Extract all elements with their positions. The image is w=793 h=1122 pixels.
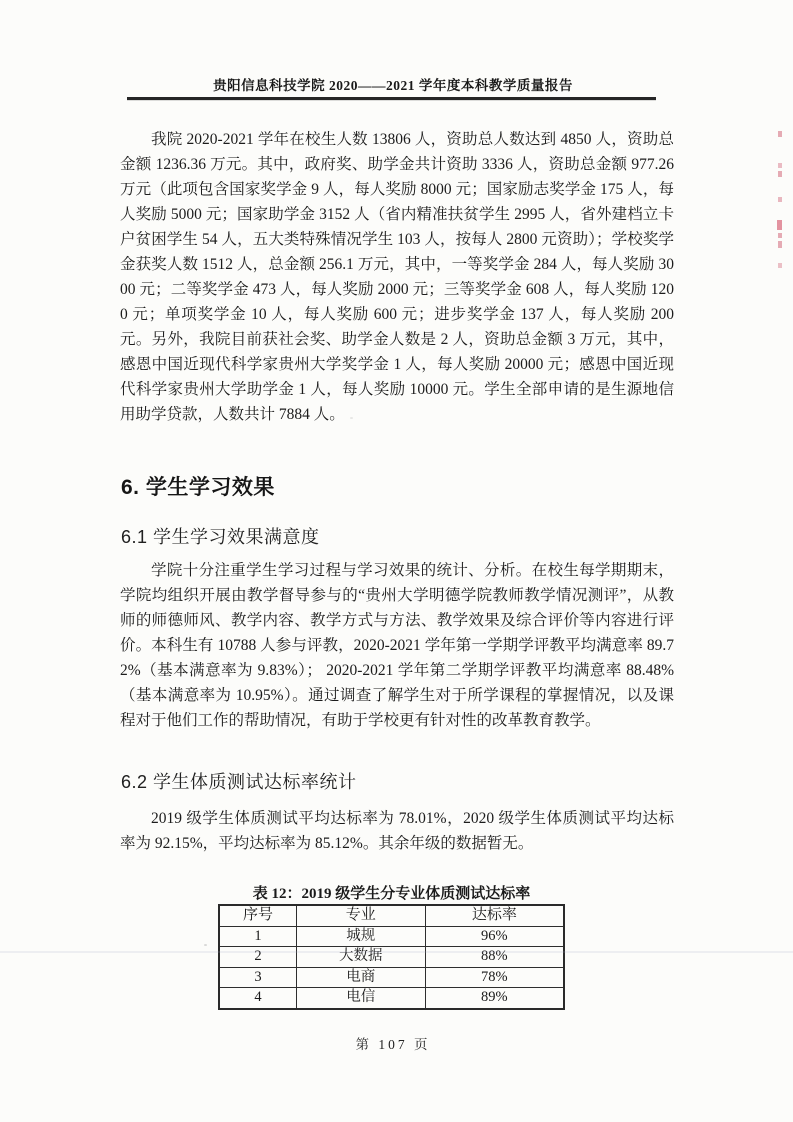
scan-red-mark xyxy=(777,220,782,230)
table-cell: 2 xyxy=(219,947,296,968)
column-header-index: 序号 xyxy=(219,905,296,926)
fitness-rate-paragraph: 2019 级学生体质测试平均达标率为 78.01%，2020 级学生体质测试平均达标率为 92.15%，平均达标率为 85.12%。其余年级的数据暂无。 xyxy=(120,810,674,852)
column-header-major: 专业 xyxy=(296,905,425,926)
table-cell: 89% xyxy=(425,988,564,1009)
table-cell: 3 xyxy=(219,967,296,988)
table-header-row xyxy=(219,905,564,926)
section-6-1-heading: 6.1 学生学习效果满意度 xyxy=(121,527,320,547)
page-footer xyxy=(0,1033,786,1053)
fitness-test-table xyxy=(218,904,565,1010)
header-rule xyxy=(127,97,656,100)
scan-red-mark xyxy=(778,171,782,177)
table-cell: 96% xyxy=(425,926,564,947)
table-body xyxy=(219,926,564,1009)
table-12-caption: 表 12：2019 级学生分专业体质测试达标率 xyxy=(252,886,531,902)
scan-red-mark xyxy=(778,131,782,137)
scan-red-mark xyxy=(778,197,782,202)
column-header-pass-rate: 达标率 xyxy=(425,905,564,926)
teaching-evaluation-paragraph: 学院十分注重学生学习过程与学习效果的统计、分析。在校生每学期期末，学院均组织开展由教学督导参与的“贵州大学明德学院教师教学情况测评”，从教师的师德师风、教学内容、教学方式与方法、教学效果及综合评价等内容进行评价。本科生有 10788 人参与评教，2020-2021 学年第一学期学评教平均满意率 89.72%（基本满意率为 9.83%）； 2020-2021 学年第二学期学评教平均满意率 88.48%（基本满意率为 10.95%）。通过调查了解学生对于所学课程的掌握情况，以及课程对于他们工作的帮助情况，有助于学校更有针对性的改革教育教学。 xyxy=(120,562,674,729)
table-cell: 城规 xyxy=(296,926,425,947)
scan-red-mark xyxy=(778,163,782,168)
scan-speck xyxy=(204,944,207,946)
running-head-title: 贵阳信息科技学院 2020——2021 学年度本科教学质量报告 xyxy=(213,78,573,93)
table-cell: 电商 xyxy=(296,967,425,988)
scan-red-mark xyxy=(778,241,782,248)
table-row xyxy=(219,967,564,988)
table-row xyxy=(219,988,564,1009)
table-cell: 88% xyxy=(425,947,564,968)
table-cell: 78% xyxy=(425,967,564,988)
table-row xyxy=(219,926,564,947)
scan-red-mark xyxy=(778,263,782,268)
table-cell: 4 xyxy=(219,988,296,1009)
table-cell: 1 xyxy=(219,926,296,947)
section-6-2-heading: 6.2 学生体质测试达标率统计 xyxy=(121,772,357,792)
funding-summary-paragraph: 我院 2020-2021 学年在校生人数 13806 人，资助总人数达到 4850 人，资助总金额 1236.36 万元。其中，政府奖、助学金共计资助 3336 人，资助总金额 977.26 万元（此项包含国家奖学金 9 人，每人奖励 8000 元；国家励志奖学金 175 人，每人奖励 5000 元；国家助学金 3152 人（省内精准扶贫学生 2995 人，省外建档立卡户贫困学生 54 人，五大类特殊情况学生 103 人，按每人 2800 元资助）；学校奖学金获奖人数 1512 人，总金额 256.1 万元，其中，一等奖学金 284 人，每人奖励 3000 元；二等奖学金 473 人，每人奖励 2000 元；三等奖学金 608 人，每人奖励 1200 元；单项奖学金 10 人，每人奖励 600 元；进步奖学金 137 人，每人奖励 200 元。另外，我院目前获社会奖、助学金人数是 2 人，资助总金额 3 万元，其中，感恩中国近现代科学家贵州大学奖学金 1 人，每人奖励 20000 元；感恩中国近现代科学家贵州大学助学金 1 人，每人奖励 10000 元。学生全部申请的是生源地信用助学贷款，人数共计 7884 人。 xyxy=(120,131,674,423)
section-6-heading: 6. 学生学习效果 xyxy=(121,476,275,499)
page-number: 第 107 页 xyxy=(355,1037,431,1052)
table-row xyxy=(219,947,564,968)
scan-speck xyxy=(350,417,353,419)
scan-line-artifact xyxy=(0,951,793,953)
table-cell: 电信 xyxy=(296,988,425,1009)
table-cell: 大数据 xyxy=(296,947,425,968)
scan-red-mark xyxy=(778,233,782,238)
